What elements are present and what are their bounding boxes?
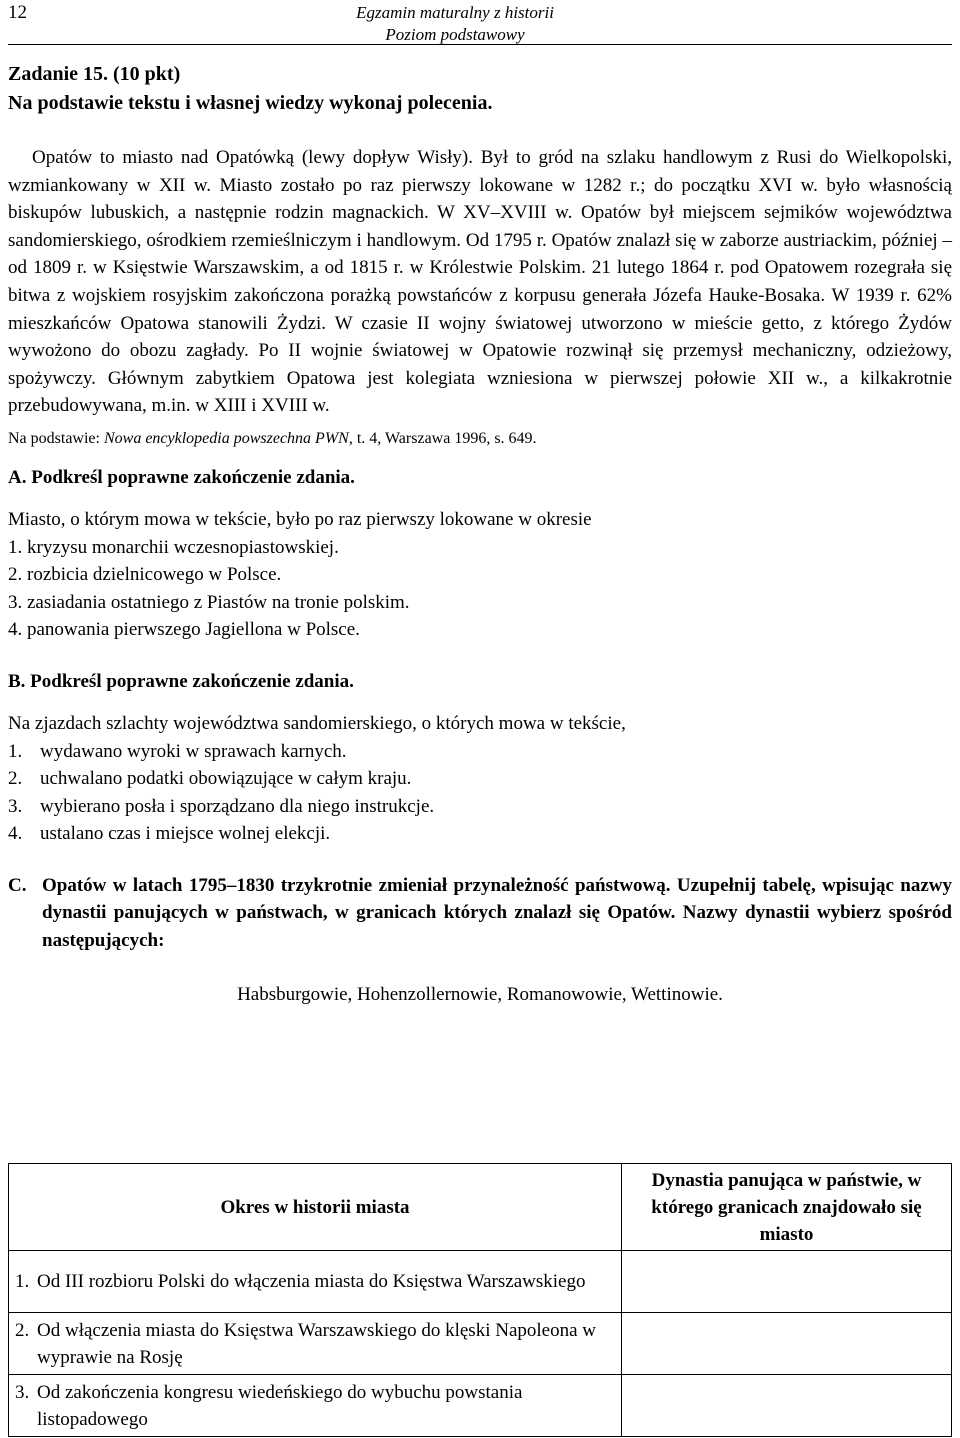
option-text: ustalano czas i miejsce wolnej elekcji. bbox=[40, 823, 331, 845]
page-number: 12 bbox=[8, 2, 27, 23]
dynasty-answer-cell[interactable] bbox=[622, 1313, 952, 1375]
header-rule bbox=[8, 44, 952, 45]
option-number: 2. bbox=[8, 768, 23, 790]
section-a bbox=[8, 464, 952, 644]
section-b-option[interactable] bbox=[8, 820, 952, 848]
section-a-option[interactable]: 1. kryzysu monarchii wczesnopiastowskiej. bbox=[8, 536, 339, 558]
section-a-heading: A. Podkreśl poprawne zakończenie zdania. bbox=[8, 466, 355, 488]
source-citation bbox=[8, 428, 952, 450]
page-header bbox=[0, 0, 960, 46]
period-cell bbox=[9, 1313, 622, 1375]
table-header-row bbox=[9, 1164, 952, 1251]
source-title: Nowa encyklopedia powszechna PWN bbox=[103, 429, 349, 447]
section-c-instruction bbox=[8, 872, 952, 955]
option-number: 3. bbox=[8, 795, 23, 817]
answer-table bbox=[8, 1163, 952, 1437]
header-title-line2: Poziom podstawowy bbox=[385, 25, 525, 44]
header-title-line1: Egzamin maturalny z historii bbox=[356, 3, 554, 22]
task-instruction: Na podstawie tekstu i własnej wiedzy wykonaj polecenia. bbox=[8, 92, 493, 114]
section-a-option[interactable]: 2. rozbicia dzielnicowego w Polsce. bbox=[8, 564, 282, 586]
table-header-period: Okres w historii miasta bbox=[9, 1164, 622, 1251]
period-cell bbox=[9, 1375, 622, 1437]
row-number: 1. bbox=[15, 1271, 30, 1292]
period-cell bbox=[9, 1251, 622, 1313]
section-c-label: C. bbox=[8, 874, 27, 896]
section-b-heading: B. Podkreśl poprawne zakończenie zdania. bbox=[8, 670, 354, 692]
option-number: 1. bbox=[8, 740, 23, 762]
row-period: Od włączenia miasta do Księstwa Warszawskiego do klęski Napoleona w wyprawie na Rosję bbox=[37, 1319, 596, 1368]
source-prefix: Na podstawie: bbox=[8, 429, 104, 447]
section-b-option[interactable] bbox=[8, 793, 952, 821]
table-row bbox=[9, 1313, 952, 1375]
table-row bbox=[9, 1375, 952, 1437]
dynasty-answer-cell[interactable] bbox=[622, 1375, 952, 1437]
section-b-question: Na zjazdach szlachty województwa sandomierskiego, o których mowa w tekście, bbox=[8, 712, 626, 734]
option-number: 4. bbox=[8, 823, 23, 845]
row-period: Od III rozbioru Polski do włączenia miasta do Księstwa Warszawskiego bbox=[37, 1271, 586, 1292]
section-a-option[interactable]: 4. panowania pierwszego Jagiellona w Polsce. bbox=[8, 619, 360, 641]
dynasty-list: Habsburgowie, Hohenzollernowie, Romanowowie, Wettinowie. bbox=[237, 983, 723, 1005]
section-c bbox=[8, 872, 952, 1009]
section-b-option[interactable] bbox=[8, 765, 952, 793]
option-text: wybierano posła i sporządzano dla niego instrukcje. bbox=[40, 795, 435, 817]
task-title: Zadanie 15. (10 pkt) bbox=[8, 63, 181, 85]
option-text: uchwalano podatki obowiązujące w całym kraju. bbox=[40, 768, 412, 790]
row-number: 2. bbox=[15, 1319, 30, 1341]
section-c-text: Opatów w latach 1795–1830 trzykrotnie zmieniał przynależność państwową. Uzupełnij tabelę, wpisując nazwy dynastii panujących w państwach, w granicach których znalazł się Opatów. Nazwy dynastii wybierz spośród następujących: bbox=[42, 874, 952, 952]
source-paragraph: Opatów to miasto nad Opatówką (lewy dopływ Wisły). Był to gród na szlaku handlowym z Rusi do Wielkopolski, wzmiankowany w XII w. Miasto zostało po raz pierwszy lokowane w 1282 r.; do początku XVI w. było własnością biskupów lubuskich, a następnie rodzin magnackich. W XV–XVIII w. Opatów był miejscem sejmików województwa sandomierskiego, ośrodkiem rzemieślniczym i handlowym. Od 1795 r. Opatów znalazł się w zaborze austriackim, później – od 1809 r. w Księstwie Warszawskim, a od 1815 r. w Królestwie Polskim. 21 lutego 1864 r. pod Opatowem rozegrała się bitwa z wojskiem rosyjskim zakończona porażką powstańców z korpusu generała Józefa Hauke-Bosaka. W 1939 r. 62% mieszkańców Opatowa stanowili Żydzi. W czasie II wojny światowej utworzono w mieście getto, z którego Żydów wywożono do obozu zagłady. Po II wojnie światowej w Opatowie rozwinął się przemysł mechaniczny, odzieżowy, spożywczy. Głównym zabytkiem Opatowa jest kolegiata wzniesiona w pierwszej połowie XII w., a kilkakrotnie przebudowywana, m.in. w XIII i XVIII w. bbox=[8, 147, 952, 417]
row-period: Od zakończenia kongresu wiedeńskiego do wybuchu powstania listopadowego bbox=[37, 1381, 523, 1430]
row-number: 3. bbox=[15, 1381, 30, 1403]
source-suffix: , t. 4, Warszawa 1996, s. 649. bbox=[348, 429, 537, 447]
section-b-option[interactable] bbox=[8, 738, 952, 766]
table-header-dynasty: Dynastia panująca w państwie, w którego granicach znajdowało się miasto bbox=[622, 1164, 952, 1251]
dynasty-answer-cell[interactable] bbox=[622, 1251, 952, 1313]
header-title bbox=[290, 2, 620, 46]
section-a-question: Miasto, o którym mowa w tekście, było po raz pierwszy lokowane w okresie bbox=[8, 508, 592, 530]
section-b bbox=[8, 668, 952, 848]
table-row bbox=[9, 1251, 952, 1313]
option-text: wydawano wyroki w sprawach karnych. bbox=[40, 740, 347, 762]
page-content bbox=[8, 60, 952, 1028]
section-a-option[interactable]: 3. zasiadania ostatniego z Piastów na tronie polskim. bbox=[8, 591, 410, 613]
